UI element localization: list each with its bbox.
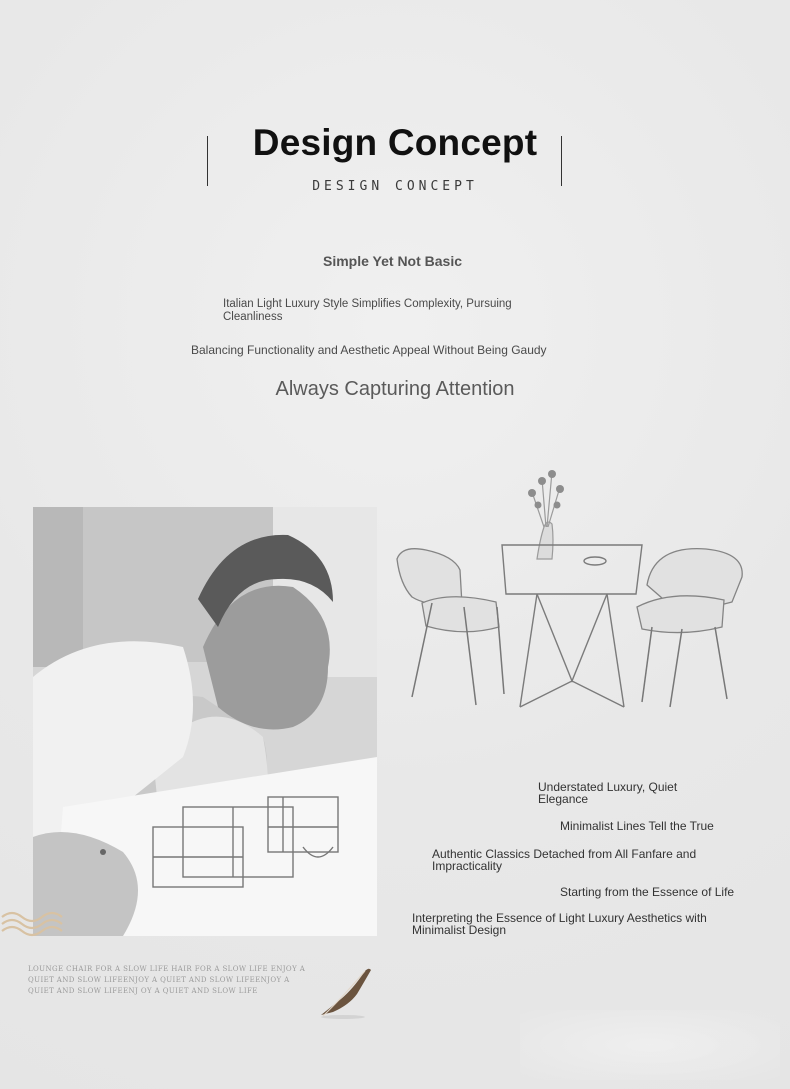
quill-feather-icon (313, 965, 373, 1020)
concept-line-1: Simple Yet Not Basic (323, 253, 463, 269)
concept-line-4: Always Capturing Attention (275, 378, 515, 400)
feature-item-5: Interpreting the Essence of Light Luxury Aesthetics with Minimalist Design (412, 911, 707, 937)
page-title: Design Concept (252, 122, 538, 163)
footer-tagline: LOUNGE CHAIR FOR A SLOW LIFE HAIR FOR A SLOW LIFE ENJOY A QUIET AND SLOW LIFEENJOY A QUIET AND SLOW LIFEENJOY A QUIET AND SLOW LIFEENJ OY A QUIET AND SLOW LIFE (28, 965, 306, 995)
feature-item-4: Starting from the Essence of Life (560, 885, 735, 899)
wave-ornament-icon (0, 907, 68, 939)
concept-line-2: Italian Light Luxury Style Simplifies Complexity, Pursuing Cleanliness (223, 298, 512, 323)
background-smudge (520, 1010, 780, 1080)
feature-item-2: Minimalist Lines Tell the True (560, 819, 714, 833)
concept-line-3: Balancing Functionality and Aesthetic Appeal Without Being Gaudy (191, 343, 547, 357)
feature-item-1: Understated Luxury, Quiet Elegance (538, 780, 678, 806)
feature-item-3: Authentic Classics Detached from All Fanfare and Impracticality (432, 847, 697, 873)
page-subtitle: DESIGN CONCEPT (312, 179, 478, 194)
